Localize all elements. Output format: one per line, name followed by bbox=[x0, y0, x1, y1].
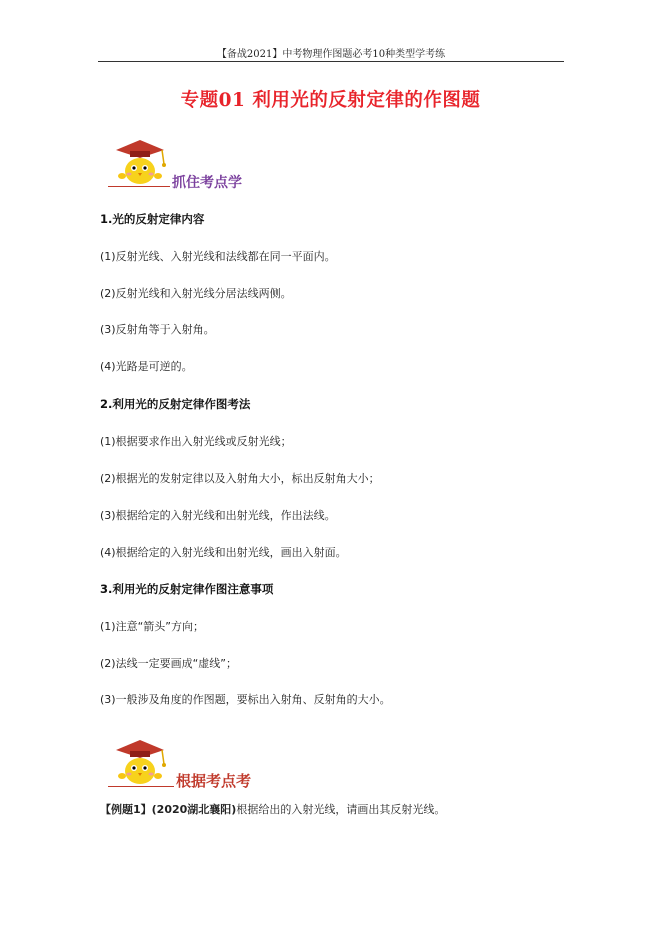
point-item: (2)根据光的发射定律以及入射角大小，标出反射角大小； bbox=[100, 472, 380, 485]
section-head-study bbox=[108, 138, 308, 191]
graduate-chick-icon bbox=[108, 738, 168, 788]
point-heading: 3.利用光的反射定律作图注意事项 bbox=[100, 582, 274, 596]
point-item: (3)根据给定的入射光线和出射光线，作出法线。 bbox=[100, 509, 336, 522]
point-item: (1)根据要求作出入射光线或反射光线； bbox=[100, 435, 292, 448]
example-tag: 【例题1】 bbox=[100, 803, 152, 816]
example-text: 根据给出的入射光线，请画出其反射光线。 bbox=[236, 803, 446, 816]
page-header: 【备战2021】中考物理作图题必考10种类型学考练 bbox=[216, 49, 446, 60]
point-heading: 1.光的反射定律内容 bbox=[100, 212, 205, 226]
point-item: (4)根据给定的入射光线和出射光线，画出入射面。 bbox=[100, 546, 347, 559]
section-underline bbox=[108, 786, 174, 787]
section-underline bbox=[108, 186, 170, 187]
section-label-study: 抓住考点学 bbox=[172, 175, 242, 191]
point-item: (3)反射角等于入射角。 bbox=[100, 323, 215, 336]
point-item: (1)反射光线、入射光线和法线都在同一平面内。 bbox=[100, 250, 336, 263]
point-item: (2)反射光线和入射光线分居法线两侧。 bbox=[100, 287, 292, 300]
graduate-chick-icon bbox=[108, 138, 168, 188]
point-item: (4)光路是可逆的。 bbox=[100, 360, 193, 373]
point-item: (1)注意“箭头”方向； bbox=[100, 620, 204, 633]
section-label-exam: 根据考点考 bbox=[176, 772, 252, 790]
example-question bbox=[100, 801, 445, 817]
point-heading: 2.利用光的反射定律作图考法 bbox=[100, 397, 251, 411]
header-rule bbox=[98, 61, 564, 62]
document-title: 专题01 利用光的反射定律的作图题 bbox=[180, 90, 481, 111]
point-item: (2)法线一定要画成“虚线”； bbox=[100, 657, 237, 670]
point-item: (3)一般涉及角度的作图题，要标出入射角、反射角的大小。 bbox=[100, 693, 391, 706]
section-head-exam bbox=[108, 738, 308, 788]
example-source: (2020湖北襄阳) bbox=[151, 803, 237, 816]
